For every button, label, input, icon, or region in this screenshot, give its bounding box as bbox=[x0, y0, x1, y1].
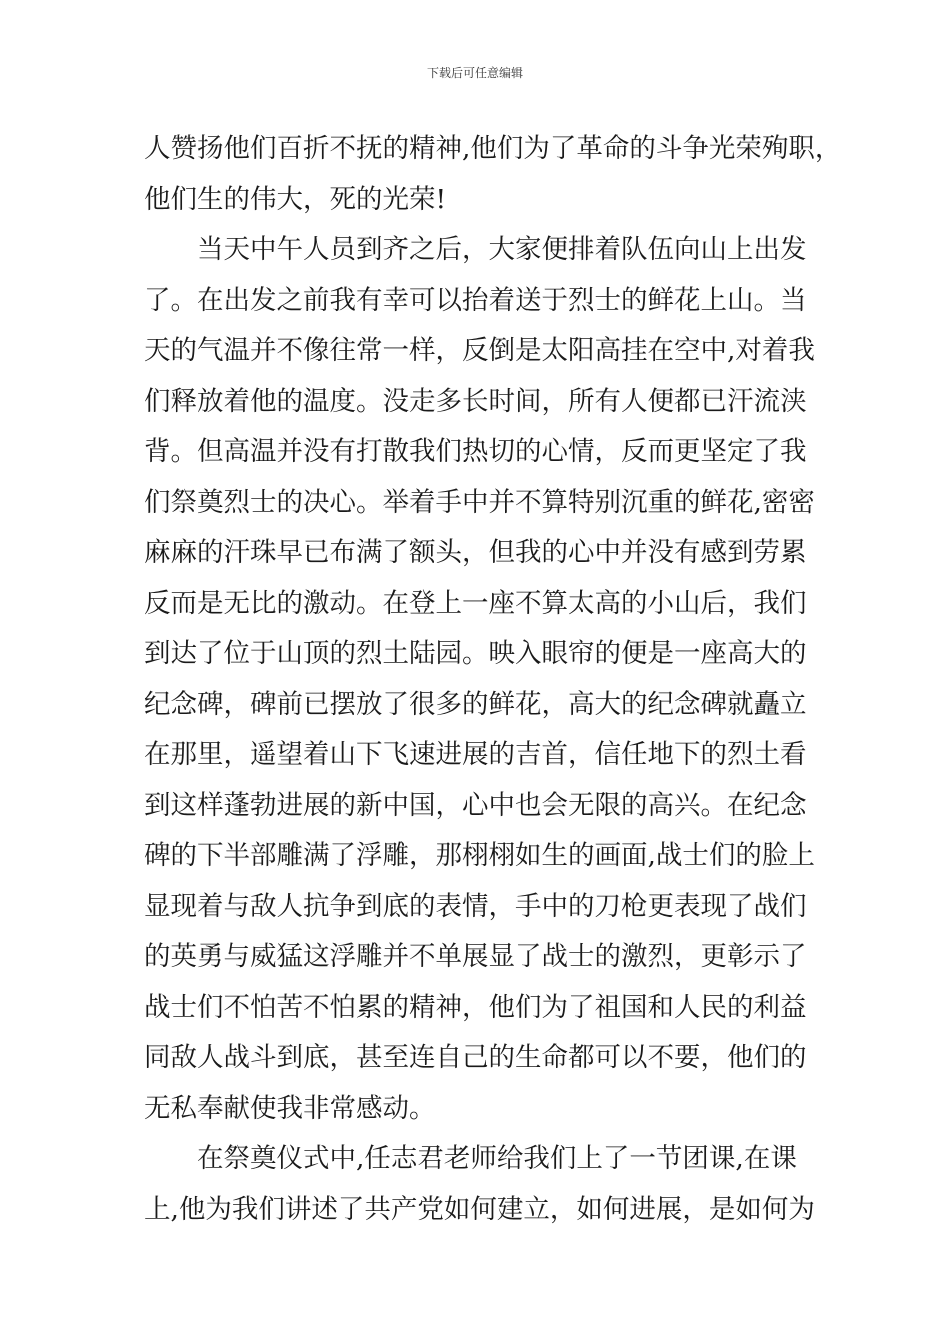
text-line: 碑的下半部雕满了浮雕，那栩栩如生的画面,战士们的脸上 bbox=[144, 840, 815, 871]
paragraph bbox=[144, 225, 814, 1134]
page-header: 下载后可任意编辑 bbox=[426, 66, 523, 80]
text-line: 们释放着他的温度。没走多长时间，所有人便都已汗流浃 bbox=[144, 385, 807, 417]
text-line: 无私奉献使我非常感动。 bbox=[144, 1092, 436, 1124]
text-line: 在那里，遥望着山下飞速进展的吉首，信任地下的烈土看 bbox=[144, 739, 807, 770]
text-line: 显现着与敌人抗争到底的表情，手中的刀枪更表现了战们 bbox=[144, 890, 807, 922]
text-line: 战士们不怕苦不怕累的精神，他们为了祖国和人民的利益 bbox=[144, 991, 807, 1023]
text-line: 到达了位于山顶的烈土陆园。映入眼帘的便是一座高大的 bbox=[144, 638, 807, 669]
text-line: 到这样蓬勃进展的新中国，心中也会无限的高兴。在纪念 bbox=[144, 789, 807, 821]
paragraph bbox=[144, 1134, 814, 1235]
paragraph bbox=[144, 124, 842, 225]
text-line: 反而是无比的激动。在登上一座不算太高的小山后，我们 bbox=[144, 587, 807, 619]
text-line: 的英勇与威猛这浮雕并不单展显了战士的激烈，更彰示了 bbox=[144, 941, 807, 972]
document-body bbox=[144, 124, 842, 1235]
text-line: 同敌人战斗到底，甚至连自己的生命都可以不要，他们的 bbox=[144, 1042, 807, 1073]
text-line: 纪念碑，碑前已摆放了很多的鲜花，高大的纪念碑就矗立 bbox=[144, 688, 807, 720]
text-line: 们祭奠烈士的决心。举着手中并不算特别沉重的鲜花,密密 bbox=[144, 486, 815, 518]
text-line: 天的气温并不像往常一样，反倒是太阳高挂在空中,对着我 bbox=[144, 335, 815, 366]
text-line: 在祭奠仪式中,任志君老师给我们上了一节团课,在课 bbox=[197, 1143, 797, 1174]
text-line: 背。但高温并没有打散我们热切的心情，反而更坚定了我 bbox=[144, 436, 807, 467]
text-line: 当天中午人员到齐之后，大家便排着队伍向山上出发 bbox=[197, 234, 807, 265]
text-line: 他们生的伟大，死的光荣! bbox=[144, 183, 447, 215]
text-line: 上,他为我们讲述了共产党如何建立，如何进展，是如何为 bbox=[144, 1193, 815, 1225]
text-line: 了。在出发之前我有幸可以抬着送于烈士的鲜花上山。当 bbox=[144, 284, 807, 316]
text-line: 麻麻的汗珠早已布满了额头，但我的心中并没有感到劳累 bbox=[144, 537, 807, 568]
text-line: 人赞扬他们百折不抚的精神,他们为了革命的斗争光荣殉职， bbox=[144, 133, 842, 164]
